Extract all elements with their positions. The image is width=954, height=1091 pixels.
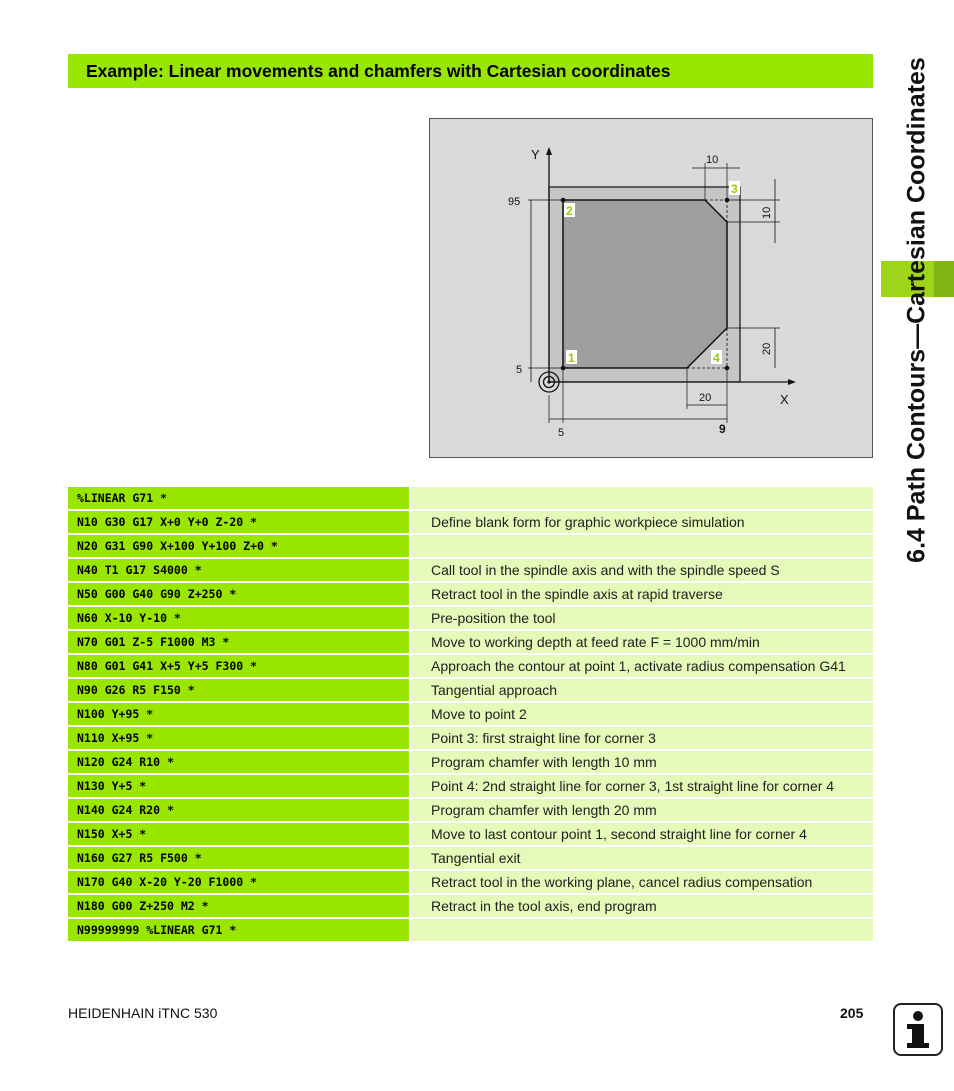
program-row [68, 919, 873, 943]
nc-description: Point 4: 2nd straight line for corner 3, 1st straight line for corner 4 [411, 775, 873, 799]
nc-description: Retract in the tool axis, end program [411, 895, 873, 919]
nc-code: N120 G24 R10 * [68, 751, 409, 775]
svg-text:2: 2 [566, 204, 573, 218]
nc-description: Move to last contour point 1, second straight line for corner 4 [411, 823, 873, 847]
svg-text:4: 4 [713, 351, 720, 365]
nc-code: N130 Y+5 * [68, 775, 409, 799]
program-row [68, 607, 873, 631]
dim-bottom-20: 20 [699, 392, 712, 404]
page-number: 205 [840, 1005, 864, 1021]
program-row [68, 631, 873, 655]
program-row [68, 895, 873, 919]
nc-code: N170 G40 X-20 Y-20 F1000 * [68, 871, 409, 895]
nc-code: N150 X+5 * [68, 823, 409, 847]
nc-description: Move to working depth at feed rate F = 1000 mm/min [411, 631, 873, 655]
nc-code: N70 G01 Z-5 F1000 M3 * [68, 631, 409, 655]
nc-description: Define blank form for graphic workpiece simulation [411, 511, 873, 535]
nc-description: Move to point 2 [411, 703, 873, 727]
svg-text:3: 3 [731, 182, 738, 196]
nc-code: N140 G24 R20 * [68, 799, 409, 823]
example-title: Example: Linear movements and chamfers with Cartesian coordinates [68, 54, 873, 88]
program-row [68, 775, 873, 799]
nc-description [411, 487, 873, 511]
point-marker-1 [566, 350, 577, 365]
nc-code: N100 Y+95 * [68, 703, 409, 727]
nc-description: Pre-position the tool [411, 607, 873, 631]
section-title-text: 6.4 Path Contours—Cartesian Coordinates [902, 57, 931, 563]
nc-description: Tangential exit [411, 847, 873, 871]
program-row [68, 559, 873, 583]
x-axis-label: X [780, 392, 789, 407]
dim-x5: 5 [558, 427, 565, 439]
nc-code: N20 G31 G90 X+100 Y+100 Z+0 * [68, 535, 409, 559]
nc-description [411, 919, 873, 943]
nc-description: Retract tool in the spindle axis at rapid traverse [411, 583, 873, 607]
workpiece-contour [563, 200, 727, 368]
program-row [68, 823, 873, 847]
nc-code: N99999999 %LINEAR G71 * [68, 919, 409, 943]
nc-code: N80 G01 G41 X+5 Y+5 F300 * [68, 655, 409, 679]
point-marker-3 [729, 181, 740, 196]
dim-top-10: 10 [706, 154, 719, 166]
nc-code: N60 X-10 Y-10 * [68, 607, 409, 631]
program-row [68, 871, 873, 895]
nc-description [411, 535, 873, 559]
program-row [68, 751, 873, 775]
nc-code: %LINEAR G71 * [68, 487, 409, 511]
program-row [68, 727, 873, 751]
contour-drawing [430, 119, 874, 459]
y-axis-label: Y [531, 147, 540, 162]
section-title-vertical [897, 30, 937, 590]
program-row [68, 487, 873, 511]
nc-code: N160 G27 R5 F500 * [68, 847, 409, 871]
nc-description: Program chamfer with length 20 mm [411, 799, 873, 823]
nc-description: Point 3: first straight line for corner 3 [411, 727, 873, 751]
nc-description: Retract tool in the working plane, cancel radius compensation [411, 871, 873, 895]
nc-description: Program chamfer with length 10 mm [411, 751, 873, 775]
dim-x95: 9 [719, 422, 726, 436]
nc-description: Tangential approach [411, 679, 873, 703]
program-row [68, 583, 873, 607]
program-row [68, 847, 873, 871]
nc-description: Approach the contour at point 1, activate radius compensation G41 [411, 655, 873, 679]
program-table [68, 487, 873, 943]
point-marker-4 [711, 350, 722, 365]
svg-text:1: 1 [568, 351, 575, 365]
program-row [68, 511, 873, 535]
program-row [68, 655, 873, 679]
nc-code: N90 G26 R5 F150 * [68, 679, 409, 703]
dim-y5: 5 [516, 364, 523, 376]
point-marker-2 [564, 203, 575, 218]
dim-right-10: 10 [761, 206, 773, 219]
nc-code: N180 G00 Z+250 M2 * [68, 895, 409, 919]
dim-y95: 95 [508, 196, 521, 208]
program-row [68, 535, 873, 559]
footer-product: HEIDENHAIN iTNC 530 [68, 1005, 218, 1021]
program-row [68, 679, 873, 703]
nc-code: N110 X+95 * [68, 727, 409, 751]
nc-code: N50 G00 G40 G90 Z+250 * [68, 583, 409, 607]
program-row [68, 703, 873, 727]
nc-description: Call tool in the spindle axis and with the spindle speed S [411, 559, 873, 583]
nc-code: N40 T1 G17 S4000 * [68, 559, 409, 583]
chapter-tab-marker [934, 261, 954, 297]
program-row [68, 799, 873, 823]
info-icon [893, 1003, 943, 1056]
nc-code: N10 G30 G17 X+0 Y+0 Z-20 * [68, 511, 409, 535]
contour-figure [429, 118, 873, 458]
dim-right-20: 20 [761, 342, 773, 355]
